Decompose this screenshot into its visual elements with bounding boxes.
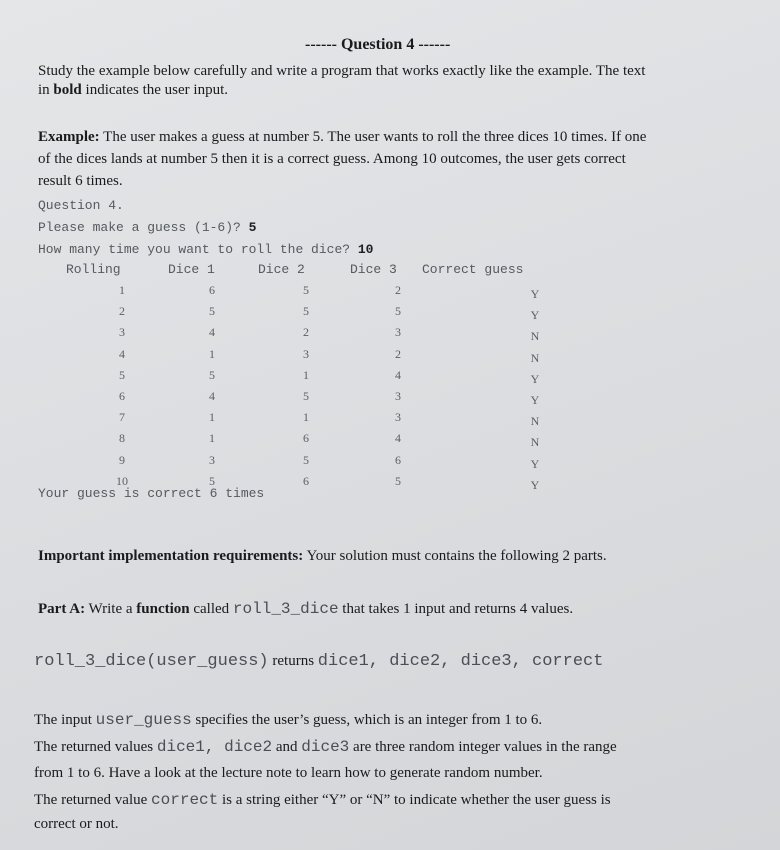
example-line-2: of the dices lands at number 5 then it is a correct guess. Among 10 outcomes, the user gets correct [38,151,626,167]
table-cell: Y [530,308,540,323]
console-prompt-rolls: How many time you want to roll the dice? 10 [38,242,374,257]
table-cell: 5 [303,283,309,297]
table-cell: 5 [303,304,309,319]
table-cell: 5 [395,304,401,319]
table-cell: 1 [209,346,215,361]
table-cell: 2 [303,325,309,340]
table-cell: 6 [209,283,215,297]
table-cell: 6 [119,389,125,403]
table-cell: 4 [209,389,215,403]
table-cell: 3 [395,410,401,425]
table-cell: N [530,350,540,365]
intro-line-2: in bold indicates the user input. [38,82,228,98]
notes-line-4: The returned value correct is a string either “Y” or “N” to indicate whether the user guess is [34,791,611,809]
notes-line-2: The returned values dice1, dice2 and dice3 are three random integer values in the range [34,738,617,756]
notes-line-1: The input user_guess specifies the user’s guess, which is an integer from 1 to 6. [34,711,543,729]
table-cell: 3 [395,389,401,403]
table-cell: 2 [119,304,125,319]
table-header-2: Dice 2 [258,262,305,277]
table-cell: 4 [119,346,125,361]
table-cell: 1 [303,410,309,425]
table-cell: 9 [119,452,125,467]
console-summary: Your guess is correct 6 times [38,486,265,501]
table-cell: 5 [209,473,215,488]
console-prompt-guess: Please make a guess (1-6)? 5 [38,220,257,235]
table-cell: 4 [395,367,401,382]
example-line-3: result 6 times. [38,173,123,189]
example-line-1: Example: The user makes a guess at number 5. The user wants to roll the three dices 10 times. If one [38,129,647,145]
table-cell: 6 [303,473,309,488]
table-header-1: Dice 1 [168,262,215,277]
table-cell: 5 [303,389,309,403]
table-cell: Y [530,287,540,301]
user-input-guess: 5 [248,220,257,235]
example-label: Example: [38,129,100,145]
table-cell: 1 [209,431,215,446]
table-cell: 2 [395,346,401,361]
notes-line-3: from 1 to 6. Have a look at the lecture note to learn how to generate random number. [34,765,543,781]
table-cell: N [530,329,540,344]
table-cell: Y [530,393,540,407]
table-cell: 3 [209,452,215,467]
requirements-line: Important implementation requirements: Your solution must contains the following 2 parts. [38,548,607,564]
table-cell: 1 [209,410,215,425]
function-signature: roll_3_dice(user_guess) returns dice1, dice2, dice3, correct [34,652,604,671]
console-heading: Question 4. [38,198,124,213]
table-cell: 4 [209,325,215,340]
table-cell: 5 [303,452,309,467]
table-cell: Y [530,371,540,386]
user-input-rolls: 10 [357,242,374,257]
table-cell: 1 [119,283,125,297]
table-cell: 5 [209,304,215,319]
table-cell: 7 [119,410,125,425]
table-header-4: Correct guess [422,262,524,277]
function-name-code: roll_3_dice [232,600,339,618]
table-cell: 4 [395,431,401,446]
table-cell: Y [530,477,540,492]
table-cell: N [530,435,540,450]
table-cell: 5 [209,367,215,382]
table-cell: 3 [303,346,309,361]
requirements-label: Important implementation requirements: [38,548,304,564]
table-header-0: Rolling [66,262,121,277]
table-cell: 6 [303,431,309,446]
part-a-label: Part A: [38,601,86,617]
question-title: ------ Question 4 ------ [305,36,451,53]
table-cell: 3 [395,325,401,340]
table-cell: 5 [119,367,125,382]
notes-line-5: correct or not. [34,816,119,832]
table-cell: 10 [116,473,128,488]
table-cell: 2 [395,283,401,297]
table-cell: 8 [119,431,125,446]
table-cell: 6 [395,452,401,467]
table-cell: N [530,414,540,429]
intro-line-1: Study the example below carefully and write a program that works exactly like the example. The text [38,63,646,79]
table-cell: Y [530,456,540,471]
part-a-line: Part A: Write a function called roll_3_dice that takes 1 input and returns 4 values. [38,600,574,618]
table-cell: 3 [119,325,125,340]
table-cell: 1 [303,367,309,382]
bold-word: bold [53,82,82,98]
table-cell: 5 [395,473,401,488]
table-header-3: Dice 3 [350,262,397,277]
